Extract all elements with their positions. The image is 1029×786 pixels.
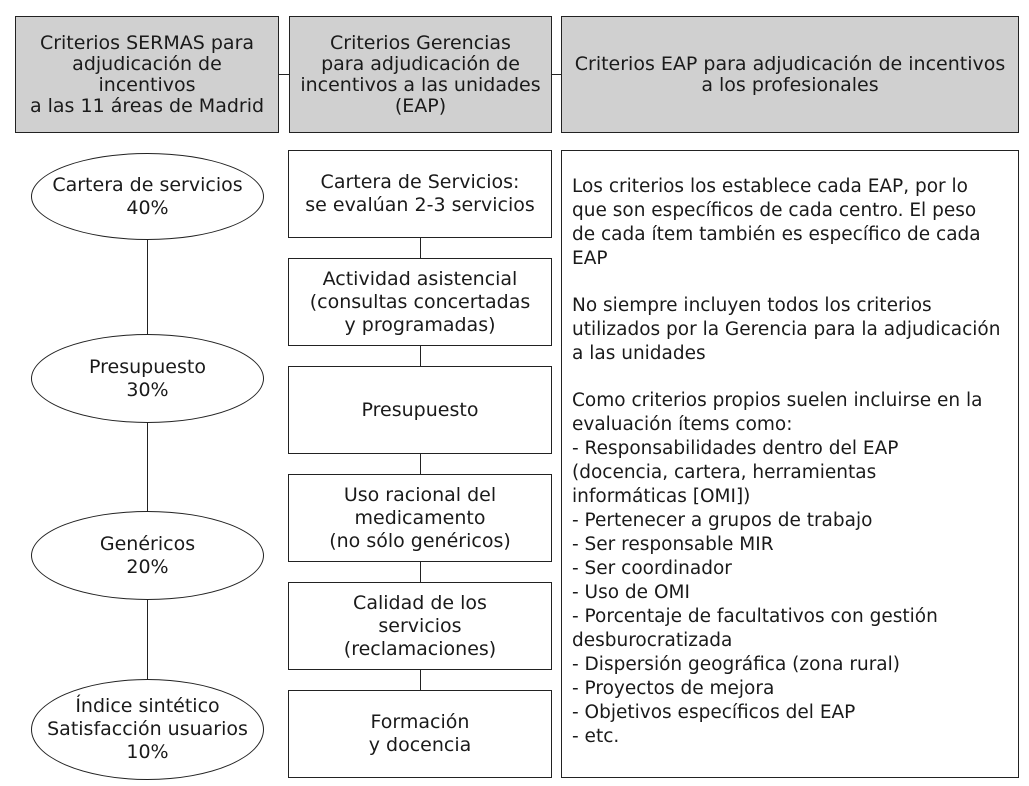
- header-sermas: Criterios SERMAS para adjudicación de incentivos a las 11 áreas de Madrid: [15, 16, 279, 133]
- header-connector: [279, 74, 289, 75]
- sermas-connector-line: [147, 240, 148, 705]
- gerencia-criterion-medicamento: Uso racional del medicamento (no sólo genéricos): [288, 474, 552, 562]
- list-item: - Objetivos específicos del EAP: [572, 702, 856, 723]
- sermas-criterion-cartera: Cartera de servicios 40%: [31, 153, 264, 240]
- eap-criteria-textbox: [561, 150, 1019, 778]
- list-item: - Porcentaje de facultativos con gestión desburocratizada: [572, 606, 938, 651]
- list-item: - Uso de OMI: [572, 582, 690, 603]
- gerencia-criterion-presupuesto: Presupuesto: [288, 366, 552, 454]
- list-item: - etc.: [572, 726, 620, 747]
- sermas-criterion-satisfaccion: Índice sintético Satisfacción usuarios 10%: [31, 679, 264, 780]
- header-connector: [552, 74, 561, 75]
- gerencia-criterion-calidad: Calidad de los servicios (reclamaciones): [288, 582, 552, 670]
- list-item: - Ser coordinador: [572, 558, 732, 579]
- eap-paragraph-2: No siempre incluyen todos los criterios utilizados por la Gerencia para la adjudicación a las unidades: [572, 295, 1001, 364]
- list-item: - Dispersión geográfica (zona rural): [572, 654, 901, 675]
- list-item: - Responsabilidades dentro del EAP (docencia, cartera, herramientas informáticas [OMI]): [572, 438, 899, 507]
- list-item: - Proyectos de mejora: [572, 678, 775, 699]
- header-gerencias: Criterios Gerencias para adjudicación de incentivos a las unidades (EAP): [289, 16, 552, 133]
- sermas-criterion-genericos: Genéricos 20%: [31, 511, 264, 600]
- eap-paragraph-3: Como criterios propios suelen incluirse en la evaluación ítems como:: [572, 390, 983, 435]
- gerencia-criterion-actividad: Actividad asistencial (consultas concertadas y programadas): [288, 258, 552, 346]
- gerencia-criterion-cartera: Cartera de Servicios: se evalúan 2-3 servicios: [288, 150, 552, 238]
- list-item: - Pertenecer a grupos de trabajo: [572, 510, 873, 531]
- eap-paragraph-1: Los criterios los establece cada EAP, por lo que son específicos de cada centro. El peso de cada ítem también es específico de cada EAP: [572, 176, 981, 269]
- sermas-criterion-presupuesto: Presupuesto 30%: [31, 334, 264, 423]
- header-eap: Criterios EAP para adjudicación de incentivos a los profesionales: [561, 16, 1019, 133]
- list-item: - Ser responsable MIR: [572, 534, 774, 555]
- gerencia-criterion-formacion: Formación y docencia: [288, 690, 552, 778]
- eap-items-list: [572, 437, 1006, 749]
